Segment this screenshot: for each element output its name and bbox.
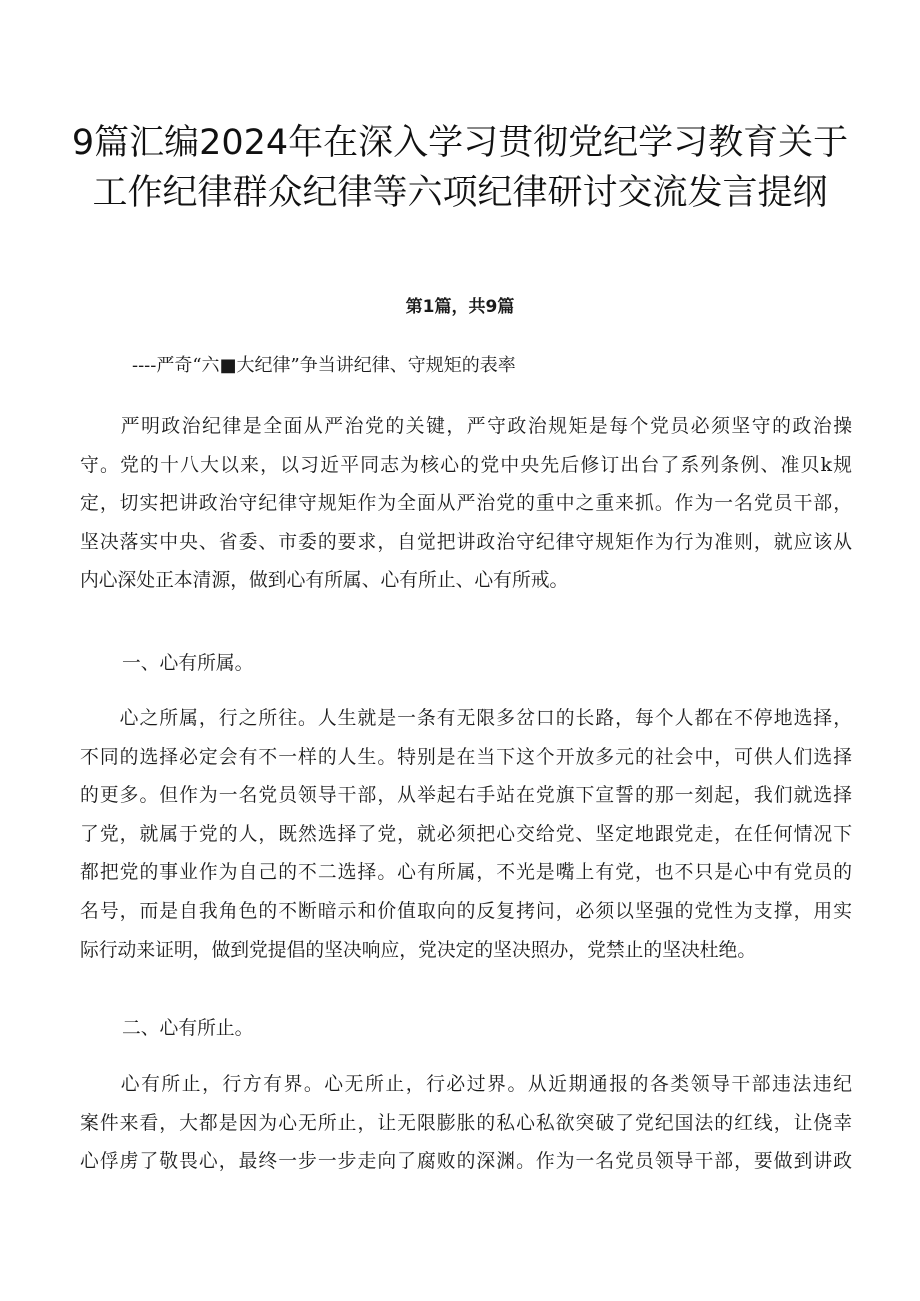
paragraph-line: 际行动来证明，做到党提倡的坚决响应，党决定的坚决照办，党禁止的坚决杜绝。 — [80, 939, 757, 961]
paragraph-line: 的更多。但作为一名党员领导干部，从举起右手站在党旗下宣誓的那一刻起，我们就选择 — [80, 785, 852, 807]
paragraph-line: 定，切实把讲政治守纪律守规矩作为全面从严治党的重中之重来抓。作为一名党员干部， — [80, 493, 852, 515]
paragraph-line: 心俘虏了敬畏心，最终一步一步走向了腐败的深渊。作为一名党员领导干部，要做到讲政 — [80, 1151, 852, 1173]
title-line-1: 9篇汇编2024年在深入学习贯彻党纪学习教育关于 — [71, 123, 849, 163]
subtitle: ----严奇“六■大纪律”争当讲纪律、守规矩的表率 — [132, 355, 516, 376]
paragraph-line: 名号，而是自我角色的不断暗示和价值取向的反复拷问，必须以坚强的党性为支撑，用实 — [80, 900, 852, 922]
paragraph-line: 内心深处正本清源，做到心有所属、心有所止、心有所戒。 — [80, 570, 569, 592]
paragraph-line: 不同的选择必定会有不一样的人生。特别是在当下这个开放多元的社会中，可供人们选择 — [80, 746, 852, 768]
part-label: 第1篇，共9篇 — [405, 297, 515, 317]
paragraph-line: 坚决落实中央、省委、市委的要求，自觉把讲政治守纪律守规矩作为行为准则，就应该从 — [80, 531, 852, 553]
paragraph-3 — [80, 1066, 852, 1182]
paragraph-line: 守。党的十八大以来，以习近平同志为核心的党中央先后修订出台了系列条例、准贝k规 — [80, 454, 852, 476]
title-line-2: 工作纪律群众纪律等六项纪律研讨交流发言提纲 — [92, 173, 828, 213]
paragraph-1 — [80, 408, 852, 601]
paragraph-line: 严明政治纪律是全面从严治党的关键，严守政治规矩是每个党员必须坚守的政治操 — [80, 416, 852, 437]
document-title — [60, 118, 860, 218]
paragraph-line: 心有所止，行方有界。心无所止，行必过界。从近期通报的各类领导干部违法违纪 — [80, 1074, 852, 1095]
paragraph-line: 心之所属，行之所往。人生就是一条有无限多岔口的长路，每个人都在不停地选择， — [80, 708, 852, 729]
paragraph-2 — [80, 700, 852, 970]
paragraph-line: 都把党的事业作为自己的不二选择。心有所属，不光是嘴上有党，也不只是心中有党员的 — [80, 862, 852, 884]
paragraph-line: 案件来看，大都是因为心无所止，让无限膨胀的私心私欲突破了党纪国法的红线，让侥幸 — [80, 1112, 852, 1134]
paragraph-line: 了党，就属于党的人，既然选择了党，就必须把心交给党、坚定地跟党走，在任何情况下 — [80, 823, 852, 845]
section-heading-2: 二、心有所止。 — [122, 1018, 254, 1039]
section-heading-1: 一、心有所属。 — [122, 653, 254, 674]
